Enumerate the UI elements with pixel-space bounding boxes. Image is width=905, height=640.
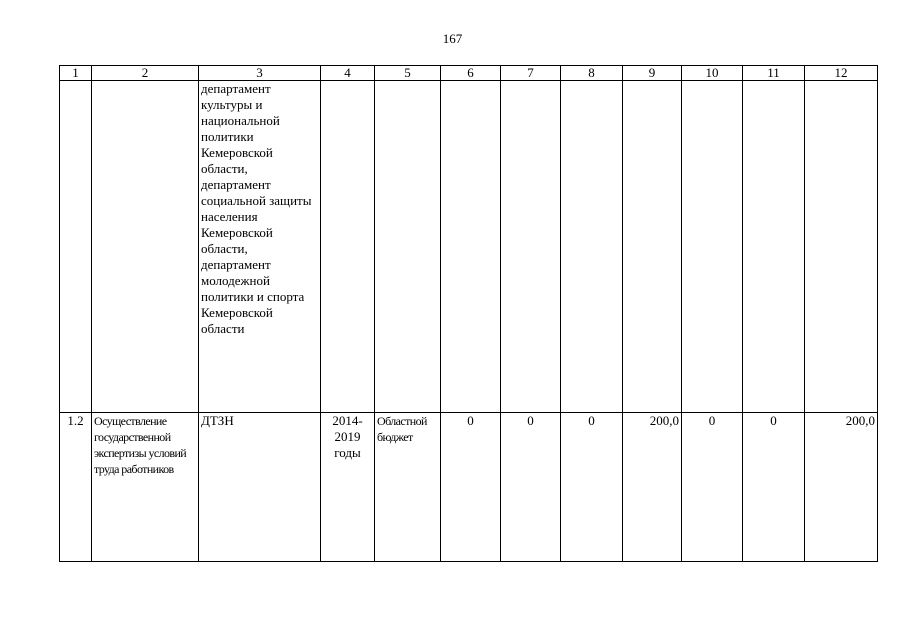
table-header-row [60, 66, 878, 81]
column-header: 12 [805, 66, 878, 81]
responsible-cell [199, 81, 321, 413]
value-cell: 200,0 [623, 413, 682, 562]
empty-cell [682, 81, 743, 413]
value-cell: 0 [501, 413, 561, 562]
value-cell: 0 [561, 413, 623, 562]
column-header: 4 [321, 66, 375, 81]
column-header: 7 [501, 66, 561, 81]
funding-source-cell: Областной бюджет [375, 413, 441, 562]
empty-cell [743, 81, 805, 413]
value-cell: 0 [441, 413, 501, 562]
column-header: 11 [743, 66, 805, 81]
table-row [60, 413, 878, 562]
empty-cell [375, 81, 441, 413]
empty-cell [321, 81, 375, 413]
column-header: 9 [623, 66, 682, 81]
empty-cell [441, 81, 501, 413]
value-cell: 0 [682, 413, 743, 562]
column-header: 2 [92, 66, 199, 81]
empty-cell [60, 81, 92, 413]
column-header: 3 [199, 66, 321, 81]
column-header: 10 [682, 66, 743, 81]
empty-cell [501, 81, 561, 413]
column-header: 8 [561, 66, 623, 81]
item-number-cell: 1.2 [60, 413, 92, 562]
column-header: 5 [375, 66, 441, 81]
column-header: 6 [441, 66, 501, 81]
value-cell: 0 [743, 413, 805, 562]
empty-cell [623, 81, 682, 413]
responsible-text: департамент культуры и национальной политики Кемеровской области, департамент социальной защиты населения Кемеровской области, департамент молодежной политики и спорта Кемеровской области [201, 81, 312, 336]
responsible-cell: ДТЗН [199, 413, 321, 562]
page-number: 167 [442, 31, 463, 46]
item-name-cell: Осуществление государственной экспертизы условий труда работников [92, 413, 199, 562]
table-row [60, 81, 878, 413]
column-header: 1 [60, 66, 92, 81]
total-cell: 200,0 [805, 413, 878, 562]
empty-cell [805, 81, 878, 413]
period-cell: 2014-2019 годы [321, 413, 375, 562]
budget-table [59, 65, 878, 562]
empty-cell [561, 81, 623, 413]
empty-cell [92, 81, 199, 413]
